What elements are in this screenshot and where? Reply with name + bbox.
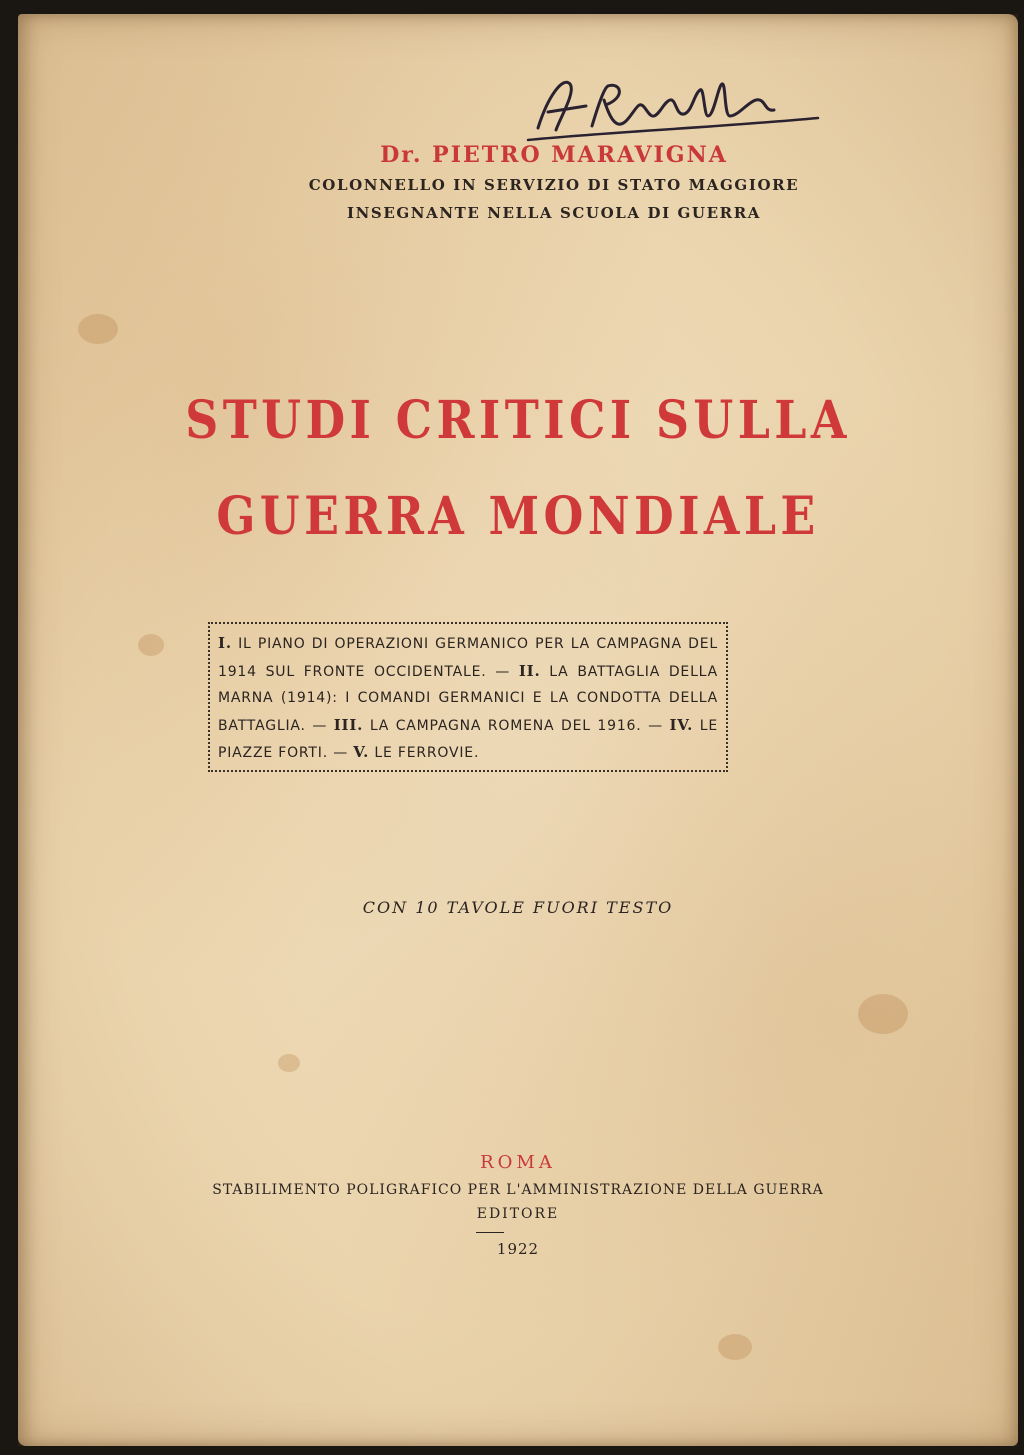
divider-rule: [476, 1232, 504, 1233]
foxing-spot: [278, 1054, 300, 1072]
handwritten-signature: [508, 66, 828, 146]
book-title-line-2: GUERRA MONDIALE: [216, 486, 820, 547]
contents-box: [208, 622, 728, 772]
contents-number: II.: [518, 661, 541, 680]
plates-note: CON 10 TAVOLE FUORI TESTO: [362, 898, 674, 917]
foxing-spot: [78, 314, 118, 344]
book-title-line-1: STUDI CRITICI SULLA: [185, 390, 851, 451]
cover-page: [18, 14, 1018, 1446]
publication-city: ROMA: [480, 1152, 556, 1173]
author-position: INSEGNANTE NELLA SCUOLA DI GUERRA: [346, 204, 762, 222]
foxing-spot: [138, 634, 164, 656]
contents-item: LE PIAZZE FORTI. —: [218, 717, 718, 761]
contents-number: V.: [353, 743, 370, 761]
contents-number: III.: [333, 715, 364, 734]
contents-item: LA BATTAGLIA DELLA MARNA (1914): I COMANDI GERMANICI E LA CONDOTTA DELLA BATTAGLIA. —: [218, 663, 718, 734]
foxing-spot: [858, 994, 908, 1034]
author-rank: COLONNELLO IN SERVIZIO DI STATO MAGGIORE: [308, 176, 800, 194]
publisher-role: EDITORE: [476, 1206, 560, 1222]
author-name: Dr. PIETRO MARAVIGNA: [380, 142, 728, 168]
contents-item: IL PIANO DI OPERAZIONI GERMANICO PER LA CAMPAGNA DEL 1914 SUL FRONTE OCCIDENTALE. —: [218, 636, 718, 680]
foxing-spot: [718, 1334, 752, 1360]
publication-year: 1922: [496, 1240, 540, 1258]
contents-item: LE FERROVIE.: [374, 745, 480, 761]
contents-number: IV.: [669, 715, 694, 734]
publisher-name: STABILIMENTO POLIGRAFICO PER L'AMMINISTRAZIONE DELLA GUERRA: [212, 1182, 824, 1198]
contents-number: I.: [218, 634, 232, 652]
contents-item: LA CAMPAGNA ROMENA DEL 1916. —: [369, 717, 663, 734]
